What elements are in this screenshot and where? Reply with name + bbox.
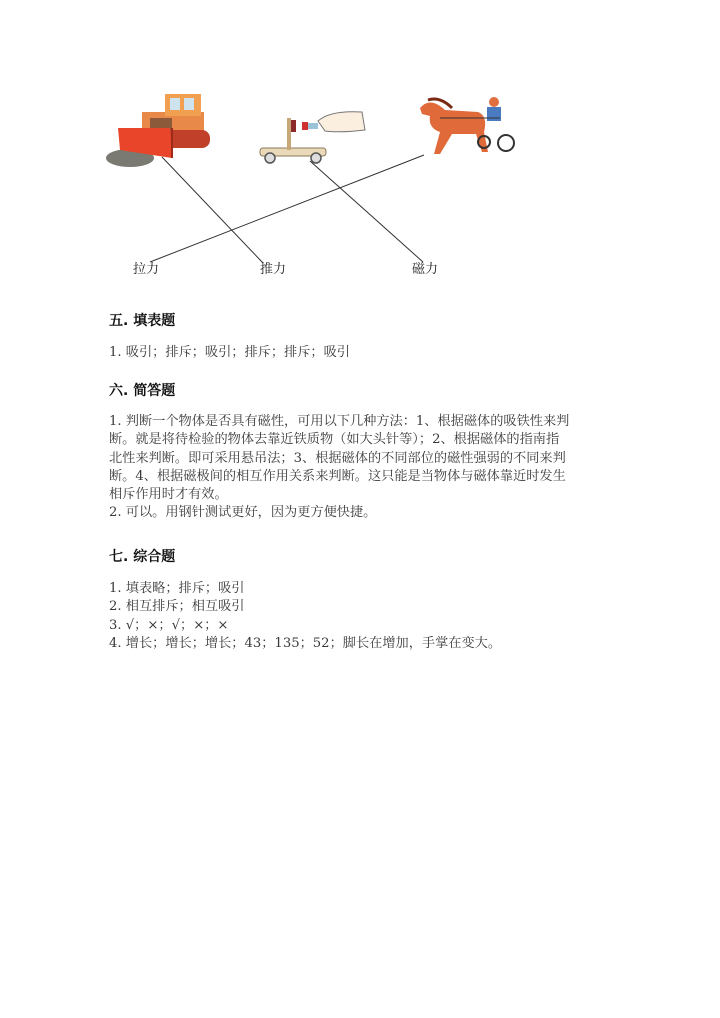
label-magnetic-force: 磁力 [412,262,439,277]
answer-line: 2. 可以。用钢针测试更好，因为更方便快捷。 [109,505,377,521]
horse-carriage-image [420,97,514,154]
answer-line: 1. 填表略；排斥；吸引 [109,581,245,596]
label-push-force: 推力 [260,262,287,277]
section-heading-6: 六. 简答题 [109,383,176,399]
matching-diagram [0,0,720,290]
bulldozer-image [106,94,210,167]
answer-line: 相斥作用时才有效。 [109,487,228,503]
match-line-cart [310,161,423,262]
section-heading-5: 五. 填表题 [109,313,176,329]
section-heading-7: 七. 综合题 [109,549,176,565]
match-line-horse [150,155,424,262]
answer-line: 1. 判断一个物体是否具有磁性，可用以下几种方法：1、根据磁体的吸铁性来判 [109,414,570,429]
answer-line: 4. 增长；增长；增长；43；135；52；脚长在增加，手掌在变大。 [109,635,502,651]
label-pull-force: 拉力 [133,262,160,277]
answer-line: 断。就是将待检验的物体去靠近铁质物（如大头针等）；2、根据磁体的指南指 [109,432,560,448]
answer-line: 断。4、根据磁极间的相互作用关系来判断。这只能是当物体与磁体靠近时发生 [109,468,566,484]
answer-line: 3. √；×；√；×；× [109,617,229,633]
section-7-answers [109,580,609,653]
matching-figure [0,0,720,290]
answer-line: 2. 相互排斥；相互吸引 [109,599,245,615]
match-line-bulldozer [162,157,263,263]
magnet-cart-image [260,112,365,163]
answer-line: 北性来判断。即可采用悬吊法；3、根据磁体的不同部位的磁性强弱的不同来判 [109,450,566,466]
answer-line: 1. 吸引；排斥；吸引；排斥；排斥；吸引 [109,345,350,360]
section-6-answers [109,413,609,523]
section-5-answers [109,344,609,362]
